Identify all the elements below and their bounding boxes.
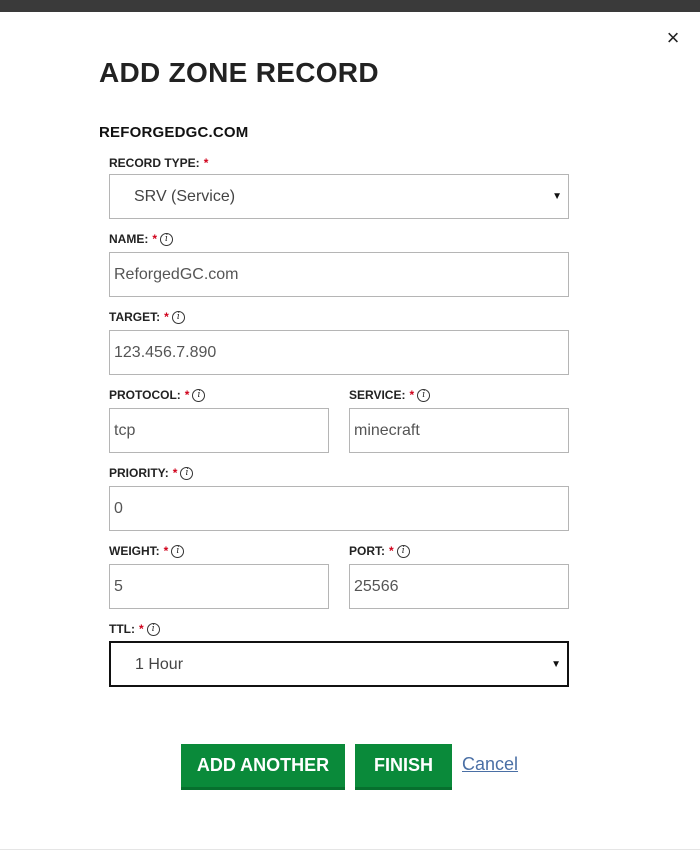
required-mark: * (203, 156, 209, 170)
priority-label (109, 466, 193, 480)
add-another-button[interactable]: ADD ANOTHER (181, 744, 345, 790)
priority-label-text: PRIORITY: (109, 466, 169, 480)
target-label-text: TARGET: (109, 310, 161, 324)
required-mark: * (139, 622, 144, 636)
port-label-text: PORT: (349, 544, 385, 558)
protocol-label-text: PROTOCOL: (109, 388, 181, 402)
required-mark: * (389, 544, 394, 558)
protocol-input[interactable] (109, 408, 329, 453)
weight-label (109, 544, 184, 558)
required-mark: * (184, 388, 190, 402)
name-input[interactable] (109, 252, 569, 297)
record-type-label (109, 156, 208, 170)
info-icon[interactable]: i (160, 233, 173, 246)
close-icon[interactable]: × (666, 25, 680, 50)
priority-input[interactable] (109, 486, 569, 531)
cancel-link[interactable]: Cancel (462, 754, 519, 774)
caret-down-icon: ▼ (551, 659, 561, 670)
info-icon[interactable]: i (172, 311, 185, 324)
required-mark: * (163, 544, 169, 558)
required-mark: * (164, 310, 169, 324)
info-icon[interactable]: i (397, 545, 410, 558)
service-input[interactable] (349, 408, 569, 453)
record-type-label-text: RECORD TYPE: (109, 156, 200, 170)
info-icon[interactable]: i (192, 389, 205, 402)
top-bar (0, 0, 700, 12)
ttl-select[interactable] (109, 641, 569, 687)
ttl-label-text: TTL: (109, 622, 135, 636)
info-icon[interactable]: i (147, 623, 160, 636)
info-icon[interactable]: i (180, 467, 193, 480)
required-mark: * (152, 232, 157, 246)
record-type-select[interactable] (109, 174, 569, 219)
service-label-text: SERVICE: (349, 388, 406, 402)
required-mark: * (409, 388, 415, 402)
service-label (349, 388, 430, 402)
target-input[interactable] (109, 330, 569, 375)
protocol-label (109, 388, 205, 402)
name-label-text: NAME: (109, 232, 149, 246)
ttl-label (109, 622, 160, 636)
target-label (109, 310, 185, 324)
required-mark: * (172, 466, 178, 480)
finish-button[interactable]: FINISH (355, 744, 452, 790)
divider (0, 849, 700, 850)
port-label (349, 544, 410, 558)
weight-input[interactable] (109, 564, 329, 609)
ttl-value: 1 Hour (135, 656, 184, 673)
domain-name: REFORGEDGC.COM (99, 124, 249, 141)
record-type-value: SRV (Service) (134, 188, 236, 205)
info-icon[interactable]: i (171, 545, 184, 558)
weight-label-text: WEIGHT: (109, 544, 160, 558)
caret-down-icon: ▼ (552, 191, 562, 202)
port-input[interactable] (349, 564, 569, 609)
dialog-title: ADD ZONE RECORD (99, 57, 379, 88)
name-label (109, 232, 173, 246)
info-icon[interactable]: i (417, 389, 430, 402)
